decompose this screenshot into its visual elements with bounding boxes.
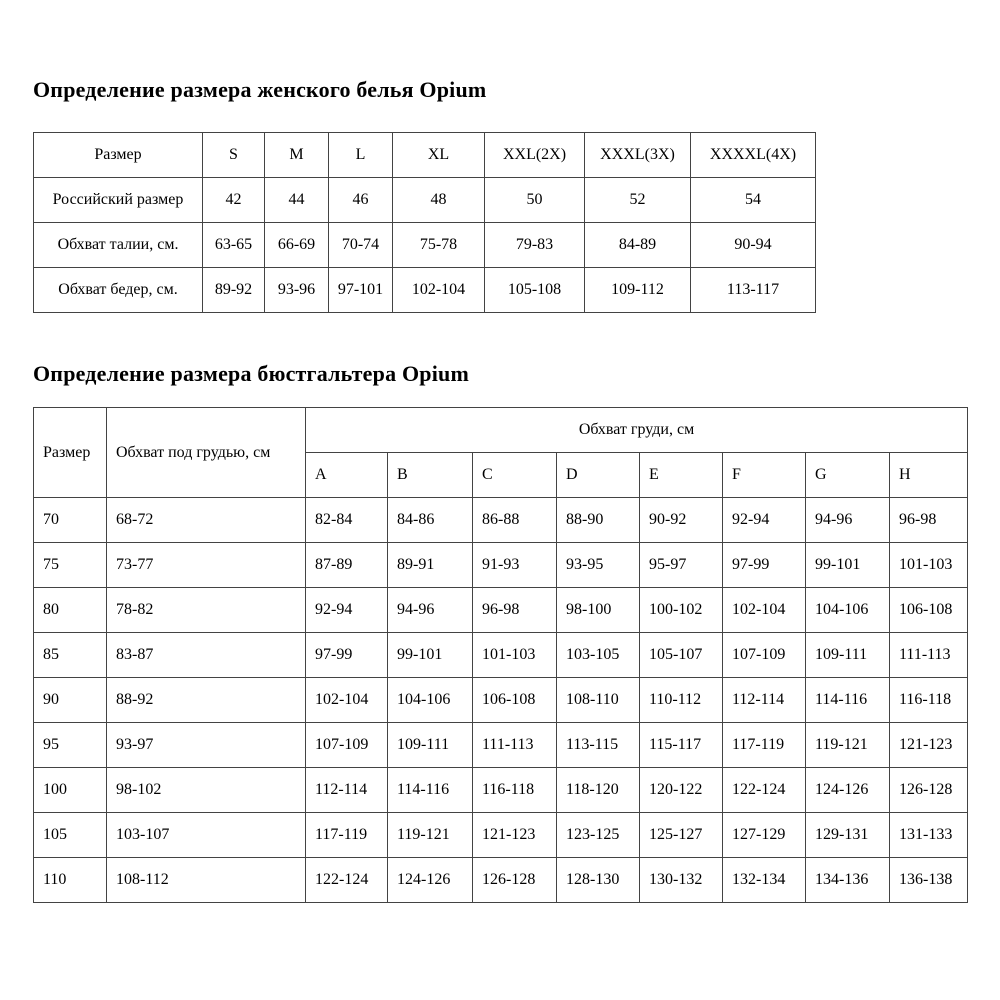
table-cell: 108-110 [557, 678, 640, 723]
table-cell: 111-113 [473, 723, 557, 768]
underwear-size-title: Определение размера женского белья Opium [33, 77, 487, 102]
table-cell: 44 [265, 178, 329, 223]
table-row [34, 178, 816, 223]
table-cell: 121-123 [890, 723, 968, 768]
table-row [34, 498, 968, 543]
table-cell: 106-108 [890, 588, 968, 633]
table-cell: 93-95 [557, 543, 640, 588]
table-cell: 96-98 [473, 588, 557, 633]
table-row [34, 268, 816, 313]
table-row [34, 543, 968, 588]
bra-size-column-header: Размер [34, 408, 107, 498]
table-cell: 113-115 [557, 723, 640, 768]
table-row [34, 223, 816, 268]
table-cell: 82-84 [306, 498, 388, 543]
table-cell: 75-78 [393, 223, 485, 268]
cup-size-header-cell: G [806, 453, 890, 498]
table-cell: 90-92 [640, 498, 723, 543]
table-cell: 96-98 [890, 498, 968, 543]
table-cell: 46 [329, 178, 393, 223]
table-cell: 122-124 [723, 768, 806, 813]
table-cell: 116-118 [890, 678, 968, 723]
table-cell: 79-83 [485, 223, 585, 268]
table-cell: 78-82 [107, 588, 306, 633]
table-cell: 90-94 [691, 223, 816, 268]
table-cell: 95 [34, 723, 107, 768]
table-row [34, 813, 968, 858]
table-cell: 118-120 [557, 768, 640, 813]
table-cell: 116-118 [473, 768, 557, 813]
table-cell: 85 [34, 633, 107, 678]
table-row [34, 133, 816, 178]
table-cell: 106-108 [473, 678, 557, 723]
table-cell: 97-99 [306, 633, 388, 678]
table-cell: 124-126 [388, 858, 473, 903]
table-cell: 107-109 [723, 633, 806, 678]
table-cell: 127-129 [723, 813, 806, 858]
table-cell: 88-92 [107, 678, 306, 723]
table-cell: 124-126 [806, 768, 890, 813]
table-cell: 63-65 [203, 223, 265, 268]
table-cell: 99-101 [388, 633, 473, 678]
table-cell: 102-104 [306, 678, 388, 723]
table-cell: 122-124 [306, 858, 388, 903]
table-cell: 104-106 [806, 588, 890, 633]
table-cell: 98-100 [557, 588, 640, 633]
table-cell: 48 [393, 178, 485, 223]
table-cell: 131-133 [890, 813, 968, 858]
table-cell: 90 [34, 678, 107, 723]
table-cell: 95-97 [640, 543, 723, 588]
table-cell: 92-94 [723, 498, 806, 543]
table-cell: 80 [34, 588, 107, 633]
underwear-size-table-body [34, 133, 816, 313]
table-cell: 70-74 [329, 223, 393, 268]
table-cell: 86-88 [473, 498, 557, 543]
table-cell: 54 [691, 178, 816, 223]
table-cell: 93-97 [107, 723, 306, 768]
table-cell: 42 [203, 178, 265, 223]
table-cell: 109-111 [806, 633, 890, 678]
cup-size-header-cell: F [723, 453, 806, 498]
table-cell: 97-101 [329, 268, 393, 313]
table-cell: 117-119 [723, 723, 806, 768]
table-row [34, 768, 968, 813]
cup-size-header-cell: C [473, 453, 557, 498]
table-cell: 103-107 [107, 813, 306, 858]
table-cell: M [265, 133, 329, 178]
table-cell: 130-132 [640, 858, 723, 903]
table-cell: 103-105 [557, 633, 640, 678]
table-cell: 75 [34, 543, 107, 588]
table-row [34, 678, 968, 723]
table-cell: 50 [485, 178, 585, 223]
table-cell: Обхват бедер, см. [34, 268, 203, 313]
table-cell: 93-96 [265, 268, 329, 313]
bra-size-table-header [34, 408, 968, 498]
bra-underbust-column-header: Обхват под грудью, см [107, 408, 306, 498]
table-cell: 119-121 [806, 723, 890, 768]
table-cell: S [203, 133, 265, 178]
table-cell: 126-128 [890, 768, 968, 813]
table-cell: 129-131 [806, 813, 890, 858]
table-cell: L [329, 133, 393, 178]
table-cell: 89-92 [203, 268, 265, 313]
table-cell: XXXL(3X) [585, 133, 691, 178]
table-cell: 101-103 [473, 633, 557, 678]
table-cell: 97-99 [723, 543, 806, 588]
table-cell: 99-101 [806, 543, 890, 588]
table-cell: XXXXL(4X) [691, 133, 816, 178]
table-cell: 105-108 [485, 268, 585, 313]
table-cell: 113-117 [691, 268, 816, 313]
table-cell: XXL(2X) [485, 133, 585, 178]
table-cell: 119-121 [388, 813, 473, 858]
table-cell: 132-134 [723, 858, 806, 903]
table-row [34, 723, 968, 768]
table-cell: 100 [34, 768, 107, 813]
table-row [34, 408, 968, 453]
table-cell: 136-138 [890, 858, 968, 903]
table-cell: 123-125 [557, 813, 640, 858]
table-cell: 114-116 [806, 678, 890, 723]
table-row [34, 858, 968, 903]
table-cell: 115-117 [640, 723, 723, 768]
table-cell: 120-122 [640, 768, 723, 813]
table-cell: XL [393, 133, 485, 178]
table-cell: 110 [34, 858, 107, 903]
table-cell: 108-112 [107, 858, 306, 903]
table-cell: 84-89 [585, 223, 691, 268]
table-cell: 104-106 [388, 678, 473, 723]
table-cell: 100-102 [640, 588, 723, 633]
table-cell: 102-104 [723, 588, 806, 633]
table-cell: 98-102 [107, 768, 306, 813]
cup-size-header-cell: B [388, 453, 473, 498]
table-cell: 112-114 [723, 678, 806, 723]
table-row [34, 633, 968, 678]
table-cell: 88-90 [557, 498, 640, 543]
table-cell: 114-116 [388, 768, 473, 813]
cup-size-header-cell: E [640, 453, 723, 498]
bra-size-table-body [34, 498, 968, 903]
table-cell: 109-111 [388, 723, 473, 768]
table-cell: 134-136 [806, 858, 890, 903]
table-cell: 105 [34, 813, 107, 858]
document-content [0, 78, 1000, 903]
table-cell: 91-93 [473, 543, 557, 588]
table-cell: 66-69 [265, 223, 329, 268]
table-cell: 109-112 [585, 268, 691, 313]
table-cell: 101-103 [890, 543, 968, 588]
table-cell: 125-127 [640, 813, 723, 858]
table-cell: 94-96 [806, 498, 890, 543]
table-cell: 128-130 [557, 858, 640, 903]
underwear-size-table [33, 132, 816, 313]
table-cell: 112-114 [306, 768, 388, 813]
table-cell: 84-86 [388, 498, 473, 543]
cup-size-header-cell: D [557, 453, 640, 498]
table-cell: Обхват талии, см. [34, 223, 203, 268]
table-cell: 73-77 [107, 543, 306, 588]
table-cell: 111-113 [890, 633, 968, 678]
table-cell: 126-128 [473, 858, 557, 903]
table-cell: 83-87 [107, 633, 306, 678]
table-cell: 87-89 [306, 543, 388, 588]
table-cell: 94-96 [388, 588, 473, 633]
table-cell: 105-107 [640, 633, 723, 678]
table-row [34, 588, 968, 633]
table-cell: 102-104 [393, 268, 485, 313]
cup-size-header-cell: A [306, 453, 388, 498]
table-cell: 117-119 [306, 813, 388, 858]
table-cell: Российский размер [34, 178, 203, 223]
table-cell: 121-123 [473, 813, 557, 858]
table-cell: Размер [34, 133, 203, 178]
table-cell: 52 [585, 178, 691, 223]
bra-size-title: Определение размера бюстгальтера Opium [33, 361, 469, 386]
table-cell: 89-91 [388, 543, 473, 588]
bra-size-table [33, 407, 968, 903]
table-cell: 92-94 [306, 588, 388, 633]
table-cell: 110-112 [640, 678, 723, 723]
cup-size-header-cell: H [890, 453, 968, 498]
table-cell: 107-109 [306, 723, 388, 768]
table-cell: 68-72 [107, 498, 306, 543]
table-cell: 70 [34, 498, 107, 543]
bra-bust-span-header: Обхват груди, см [306, 408, 968, 453]
